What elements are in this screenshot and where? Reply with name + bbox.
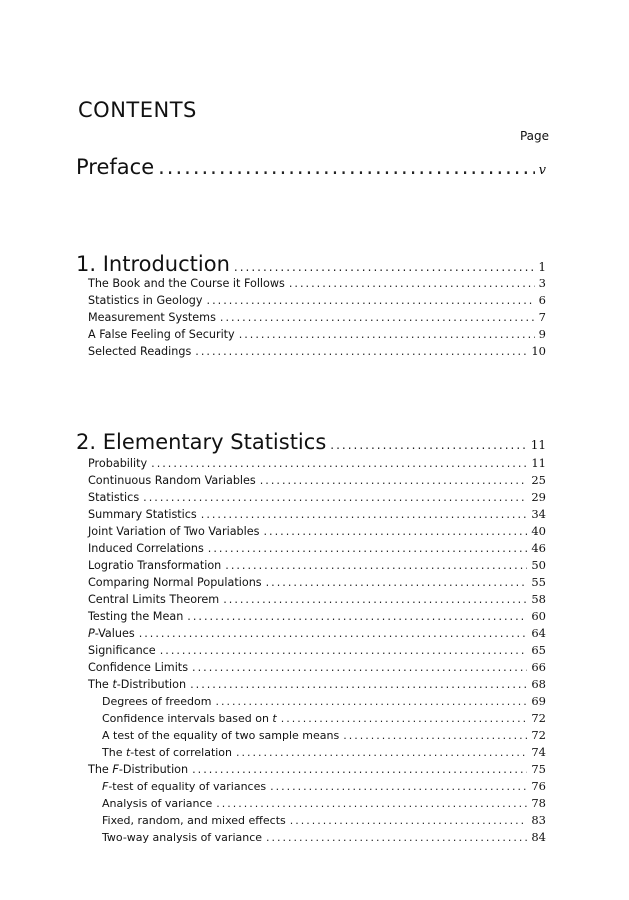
toc-page-number: 78: [531, 796, 546, 810]
toc-page-number: 58: [531, 592, 546, 606]
toc-page-number: 7: [538, 310, 546, 324]
toc-page-number: v: [538, 163, 546, 178]
leader-dots: [270, 780, 527, 793]
leader-dots: [215, 695, 527, 708]
toc-label: Summary Statistics: [88, 508, 197, 521]
leader-dots: [195, 345, 527, 358]
toc-page-number: 75: [531, 762, 546, 776]
toc-label: [88, 627, 135, 640]
leader-dots: [220, 311, 535, 324]
toc-page-number: 9: [538, 327, 546, 341]
toc-page-number: 60: [531, 609, 546, 623]
toc-page-number: 40: [531, 524, 546, 538]
italic-symbol: P: [88, 627, 95, 640]
toc-section[interactable]: [88, 677, 546, 691]
toc-label: 1. Introduction: [76, 252, 230, 276]
toc-label: 2. Elementary Statistics: [76, 430, 327, 454]
label-text: The: [88, 678, 113, 691]
leader-dots: [201, 508, 528, 521]
toc-label: Joint Variation of Two Variables: [88, 525, 260, 538]
leader-dots: [281, 712, 528, 725]
toc-label: Testing the Mean: [88, 610, 184, 623]
toc-page-number: 65: [531, 643, 546, 657]
italic-symbol: F: [102, 780, 109, 793]
toc-subsection[interactable]: [102, 830, 546, 844]
toc-label: Preface: [76, 155, 155, 179]
toc-page-number: 69: [531, 694, 546, 708]
page-column-label: Page: [519, 129, 549, 143]
toc-page-number: 68: [531, 677, 546, 691]
toc-page-number: 3: [538, 276, 546, 290]
toc-subsection[interactable]: [102, 813, 546, 827]
toc-subsection[interactable]: [102, 779, 546, 793]
toc-label: Logratio Transformation: [88, 559, 222, 572]
leader-dots: [139, 627, 528, 640]
toc-page-number: 11: [530, 438, 546, 452]
italic-symbol: F: [112, 763, 119, 776]
toc-page-number: 72: [531, 711, 546, 725]
toc-label: Confidence Limits: [88, 661, 189, 674]
toc-chapter-1[interactable]: [76, 252, 546, 276]
toc-subsection[interactable]: [102, 796, 546, 810]
toc-section[interactable]: [88, 276, 546, 290]
toc-label: Measurement Systems: [88, 311, 216, 324]
toc-label: Fixed, random, and mixed effects: [102, 814, 286, 827]
toc-section[interactable]: [88, 456, 546, 470]
label-text: -Distribution: [116, 678, 187, 691]
toc-page-number: 1: [538, 260, 546, 274]
leader-dots: [208, 542, 528, 555]
toc-page-number: 84: [531, 830, 546, 844]
leader-dots: [158, 155, 535, 179]
leader-dots: [236, 746, 527, 759]
leader-dots: [225, 559, 527, 572]
leader-dots: [234, 260, 534, 274]
leader-dots: [192, 763, 527, 776]
label-text: Confidence intervals based on: [102, 712, 273, 725]
toc-label: [102, 780, 266, 793]
leader-dots: [289, 277, 535, 290]
contents-title: CONTENTS: [78, 98, 197, 122]
toc-section[interactable]: [88, 490, 546, 504]
toc-section[interactable]: [88, 310, 546, 324]
toc-section[interactable]: [88, 344, 546, 358]
toc-section[interactable]: [88, 609, 546, 623]
toc-label: The Book and the Course it Follows: [88, 277, 285, 290]
leader-dots: [151, 457, 527, 470]
toc-page-number: 11: [531, 456, 546, 470]
toc-label: Degrees of freedom: [102, 695, 212, 708]
toc-section[interactable]: [88, 293, 546, 307]
toc-page-number: 83: [531, 813, 546, 827]
toc-subsection[interactable]: [102, 694, 546, 708]
leader-dots: [266, 831, 527, 844]
toc-page-number: 74: [531, 745, 546, 759]
toc-label: A test of the equality of two sample means: [102, 729, 340, 742]
toc-section[interactable]: [88, 643, 546, 657]
toc-page-number: 10: [531, 344, 546, 358]
label-text: -Distribution: [118, 763, 189, 776]
leader-dots: [187, 610, 527, 623]
toc-section[interactable]: [88, 592, 546, 606]
leader-dots: [190, 678, 527, 691]
leader-dots: [343, 729, 527, 742]
toc-label: Selected Readings: [88, 345, 192, 358]
label-text: -test of equality of variances: [108, 780, 267, 793]
label-text: -Values: [94, 627, 135, 640]
italic-symbol: t: [272, 712, 277, 725]
toc-section[interactable]: [88, 762, 546, 776]
toc-section[interactable]: [88, 660, 546, 674]
label-text: The: [88, 763, 113, 776]
toc-label: Induced Correlations: [88, 542, 204, 555]
toc-label: Comparing Normal Populations: [88, 576, 262, 589]
toc-label: [102, 746, 232, 759]
toc-section[interactable]: [88, 507, 546, 521]
toc-label: Central Limits Theorem: [88, 593, 220, 606]
toc-label: [88, 678, 186, 691]
leader-dots: [223, 593, 527, 606]
leader-dots: [216, 797, 527, 810]
toc-section[interactable]: [88, 558, 546, 572]
toc-section[interactable]: [88, 575, 546, 589]
toc-page-number: 6: [538, 293, 546, 307]
toc-label: Analysis of variance: [102, 797, 213, 810]
leader-dots: [290, 814, 528, 827]
leader-dots: [239, 328, 535, 341]
toc-page-number: 34: [531, 507, 546, 521]
leader-dots: [143, 491, 527, 504]
toc-label: [88, 763, 188, 776]
toc-label: Continuous Random Variables: [88, 474, 256, 487]
toc-subsection[interactable]: [102, 745, 546, 759]
toc-section[interactable]: [88, 626, 546, 640]
label-text: The: [102, 746, 126, 759]
toc-page-number: 25: [531, 473, 546, 487]
toc-label: Probability: [88, 457, 148, 470]
toc-label: Two-way analysis of variance: [102, 831, 263, 844]
leader-dots: [263, 525, 527, 538]
toc-section[interactable]: [88, 473, 546, 487]
leader-dots: [207, 294, 535, 307]
leader-dots: [260, 474, 528, 487]
leader-dots: [330, 438, 526, 452]
toc-label: Statistics in Geology: [88, 294, 203, 307]
toc-entry-preface[interactable]: [76, 155, 546, 179]
toc-page-number: 64: [531, 626, 546, 640]
label-text: -test of correlation: [130, 746, 233, 759]
leader-dots: [266, 576, 528, 589]
leader-dots: [160, 644, 528, 657]
toc-section[interactable]: [88, 524, 546, 538]
toc-page-number: 55: [531, 575, 546, 589]
italic-symbol: t: [125, 746, 131, 759]
toc-page-number: 76: [531, 779, 546, 793]
toc-page-number: 66: [531, 660, 546, 674]
toc-section[interactable]: [88, 327, 546, 341]
toc-subsection[interactable]: [102, 728, 546, 742]
toc-page-number: 46: [531, 541, 546, 555]
toc-section[interactable]: [88, 541, 546, 555]
toc-subsection[interactable]: [102, 711, 546, 725]
toc-label: Statistics: [88, 491, 140, 504]
toc-page-number: 50: [531, 558, 546, 572]
leader-dots: [192, 661, 527, 674]
toc-chapter-2[interactable]: [76, 430, 546, 454]
italic-symbol: t: [112, 678, 117, 691]
toc-label: [102, 712, 277, 725]
toc-label: Significance: [88, 644, 156, 657]
toc-page-number: 29: [531, 490, 546, 504]
toc-page-number: 72: [531, 728, 546, 742]
toc-label: A False Feeling of Security: [88, 328, 235, 341]
